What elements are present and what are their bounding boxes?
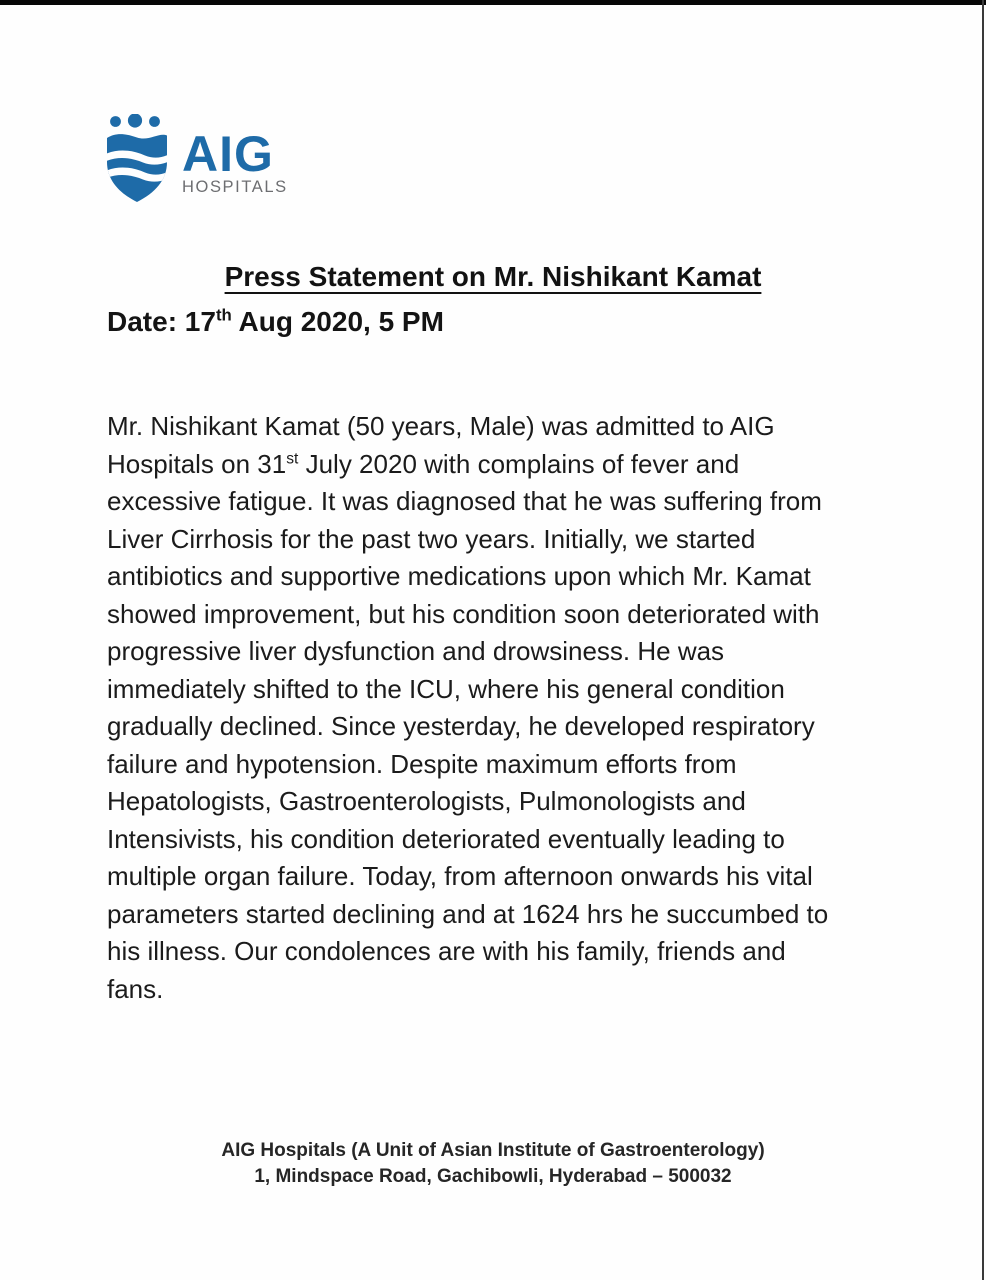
footer-org-line: AIG Hospitals (A Unit of Asian Institute of Gastroenterology) (221, 1140, 765, 1161)
logo-subtitle-text: HOSPITALS (182, 178, 288, 196)
body-line: immediately shifted to the ICU, where his general condition (107, 673, 785, 704)
body-line: progressive liver dysfunction and drowsiness. He was (107, 636, 725, 666)
body-line: excessive fatigue. It was diagnosed that he was suffering from (107, 486, 822, 516)
body-line: showed improvement, but his condition soon deteriorated with (107, 598, 820, 629)
right-edge-line (982, 0, 984, 1280)
body-line: Intensivists, his condition deteriorated eventually leading to (107, 823, 785, 854)
body-line: multiple organ failure. Today, from afternoon onwards his vital (107, 861, 813, 891)
press-statement-title: Press Statement on Mr. Nishikant Kamat (224, 261, 762, 292)
aig-shield-crown-icon (105, 114, 169, 209)
date-suffix: Aug 2020, 5 PM (231, 306, 444, 337)
date-ordinal-superscript: st (286, 449, 299, 467)
body-line: fans. (107, 973, 164, 1004)
body-line-prefix: Hospitals on 31 (107, 448, 287, 479)
footer (0, 1138, 986, 1190)
logo-name-text: AIG (182, 126, 274, 182)
body-line: Mr. Nishikant Kamat (50 years, Male) was admitted to AIG (107, 411, 775, 441)
body-paragraph (107, 408, 907, 1008)
body-line-suffix: July 2020 with complains of fever and (298, 448, 740, 479)
body-line: gradually declined. Since yesterday, he developed respiratory (107, 711, 815, 741)
body-line: antibiotics and supportive medications upon which Mr. Kamat (107, 561, 811, 591)
footer-address-line: 1, Mindspace Road, Gachibowli, Hyderabad – 500032 (254, 1166, 732, 1187)
body-line: Liver Cirrhosis for the past two years. Initially, we started (107, 523, 756, 554)
body-line: his illness. Our condolences are with his family, friends and (107, 936, 786, 966)
logo-text (182, 126, 288, 197)
body-line: Hepatologists, Gastroenterologists, Pulmonologists and (107, 786, 746, 816)
date-prefix: Date: 17 (107, 306, 216, 337)
aig-hospitals-logo (105, 114, 288, 209)
date-ordinal-superscript: th (215, 305, 232, 325)
body-line: parameters started declining and at 1624 hrs he succumbed to (107, 898, 829, 929)
top-edge-bar (0, 0, 986, 5)
date-line (107, 306, 444, 338)
body-line (107, 446, 907, 484)
body-line: failure and hypotension. Despite maximum efforts from (107, 748, 737, 779)
